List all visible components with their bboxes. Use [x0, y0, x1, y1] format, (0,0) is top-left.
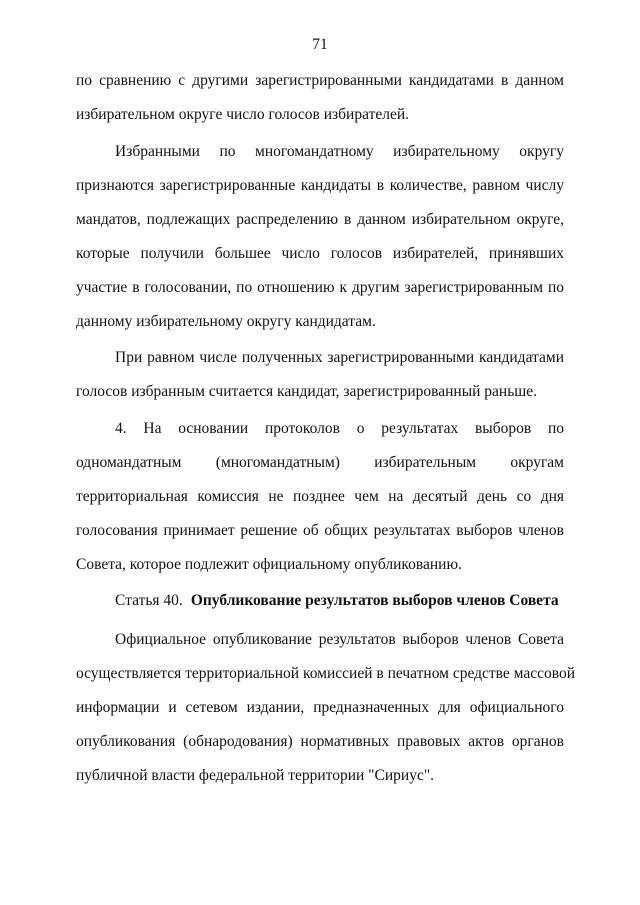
- paragraph-4-line-1: 4. На основании протоколов о результатах выборов по: [115, 420, 564, 437]
- paragraph-2-line-2: признаются зарегистрированные кандидаты в количестве, равном числу: [76, 177, 564, 194]
- article-paragraph-line-2: осуществляется территориальной комиссией в печатном средстве массовой: [76, 665, 576, 682]
- article-paragraph-line-5: публичной власти федеральной территории "Сириус".: [76, 767, 435, 784]
- page-number: 71: [312, 36, 328, 53]
- paragraph-4-line-5: Совета, которое подлежит официальному опубликованию.: [76, 556, 462, 573]
- article-number: Статья 40.: [115, 592, 183, 609]
- paragraph-4-line-4: голосования принимает решение об общих результатах выборов членов: [76, 522, 564, 539]
- paragraph-2-line-1: Избранными по многомандатному избирательному округу: [115, 143, 564, 160]
- article-paragraph-line-4: опубликования (обнародования) нормативных правовых актов органов: [76, 733, 564, 750]
- article-heading: [115, 591, 559, 611]
- paragraph-3-line-2: голосов избранным считается кандидат, зарегистрированный раньше.: [76, 383, 537, 400]
- paragraph-2-line-3: мандатов, подлежащих распределению в данном избирательном округе,: [76, 211, 564, 228]
- article-title: Опубликование результатов выборов членов Совета: [190, 592, 559, 609]
- paragraph-1-line-1: по сравнению с другими зарегистрированными кандидатами в данном: [76, 72, 564, 89]
- article-paragraph-line-1: Официальное опубликование результатов выборов членов Совета: [115, 631, 564, 648]
- paragraph-2-line-4: которые получили большее число голосов избирателей, принявших: [76, 245, 564, 262]
- paragraph-2-line-6: данному избирательному округу кандидатам.: [76, 313, 376, 330]
- paragraph-3-line-1: При равном числе полученных зарегистрированными кандидатами: [115, 349, 564, 366]
- paragraph-4-line-2: одномандатным (многомандатным) избирательным округам: [76, 454, 564, 471]
- paragraph-2-line-5: участие в голосовании, по отношению к другим зарегистрированным по: [76, 279, 564, 296]
- paragraph-4-line-3: территориальная комиссия не позднее чем на десятый день со дня: [76, 488, 564, 505]
- article-paragraph-line-3: информации и сетевом издании, предназначенных для официального: [76, 699, 564, 716]
- paragraph-1-line-2: избирательном округе число голосов избирателей.: [76, 106, 410, 123]
